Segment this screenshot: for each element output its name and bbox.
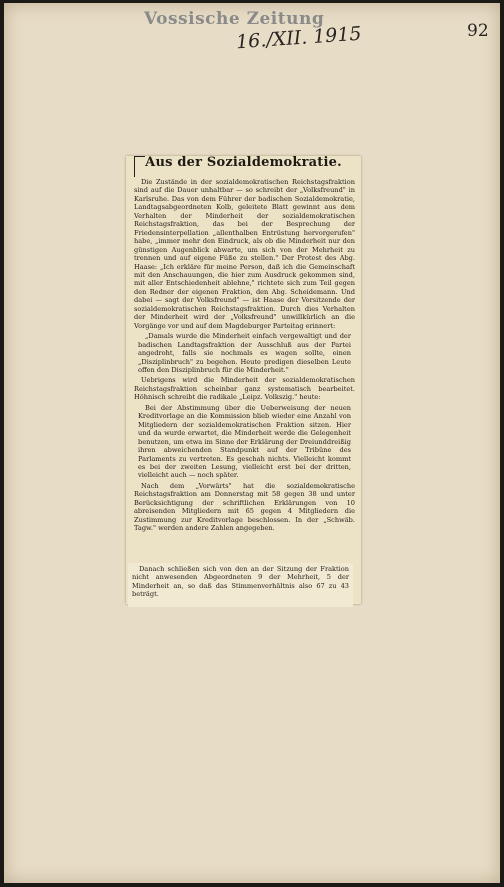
- article-paragraph: Uebrigens wird die Minderheit der sozialdemokratischen Reichstagsfraktion scheinbar ganz systematisch bearbeitet. Höhnisch schreibt die radikale „Leipz. Volkszig." heute:: [134, 376, 355, 402]
- newspaper-stamp: Vossische Zeitung: [144, 9, 325, 29]
- footnote-clipping: [128, 563, 353, 607]
- page-number: 92: [467, 21, 489, 41]
- newspaper-clipping: [126, 156, 361, 604]
- article-quote: „Damals wurde die Minderheit einfach vergewaltigt und der badischen Landtagsfraktion der Ausschluß aus der Partei angedroht, falls sie nochmals es wagen sollte, einen „Disziplinbruch" zu begehen. Heute predigen dieselben Leute offen den Disziplinbruch für die Minderheit.": [138, 332, 351, 374]
- article-headline: Aus der Sozialdemokratie.: [145, 155, 342, 170]
- article-body: [134, 178, 355, 535]
- handwritten-date: 16./XII. 1915: [235, 22, 363, 54]
- footnote-text: Danach schließen sich von den an der Sitzung der Fraktion nicht anwesenden Abgeordneten 9 der Mehrheit, 5 der Minderheit an, so daß das Stimmenverhältnis also 67 zu 43 beträgt.: [132, 565, 349, 599]
- article-paragraph: Nach dem „Vorwärts" hat die sozialdemokratische Reichstagsfraktion am Donnerstag mit 58 gegen 38 und unter Berücksichtigung der schriftlichen Erklärungen von 10 abreisenden Mitgliedern mit 65 gegen 4 Mitgliedern die Zustimmung zur Kreditvorlage beschlossen. In der „Schwäb. Tagw." werden andere Zahlen angegeben.: [134, 481, 355, 533]
- article-quote: Bei der Abstimmung über die Ueberweisung der neuen Kreditvorlage an die Kommission blieb wieder eine Anzahl von Mitgliedern der sozialdemokratischen Fraktion sitzen. Hier und da wurde erwartet, die Minderheit werde die Gelegenheit benutzen, um etwa im Sinne der Erklärung der Dreiunddreißig ihren abweichenden Standpunkt auf der Tribüne des Parlaments zu vertreten. Es geschah nichts. Vielleicht kommt es bei der zweiten Lesung, vielleicht erst bei der dritten, vielleicht auch — noch später.: [138, 403, 351, 480]
- article-paragraph: Die Zustände in der sozialdemokratischen Reichstagsfraktion sind auf die Dauer unhaltbar — so schreibt der „Volksfreund" in Karlsruhe. Das von dem Führer der badischen Sozialdemokratie, Landtagsabgeordneten Kolb, geleitete Blatt gewinnt aus dem Verhalten der Minderheit der sozialdemokratischen Reichstagsfraktion, das bei der Besprechung der Friedensinterpellation „allenthalben Entrüstung hervorgerufen" habe, „immer mehr den Eindruck, als ob die Minderheit nur den günstigen Augenblick abwarte, um sich von der Mehrheit zu trennen und auf eigene Füße zu stellen." Der Protest des Abg. Haase: „Ich erkläre für meine Person, daß ich die Gemeinschaft mit den Anschauungen, die hier zum Ausdruck gekommen sind, mit aller Entschiedenheit ablehne," richtete sich zum Teil gegen den Redner der eigenen Fraktion, den Abg. Scheidemann. Und dabei — sagt der Volksfreund" — ist Haase der Vorsitzende der sozialdemokratischen Reichstagsfraktion. Durch dies Verhalten der Minderheit wird der „Volksfreund" unwillkürlich an die Vorgänge vor und auf dem Magdeburger Parteitag erinnert:: [134, 178, 355, 330]
